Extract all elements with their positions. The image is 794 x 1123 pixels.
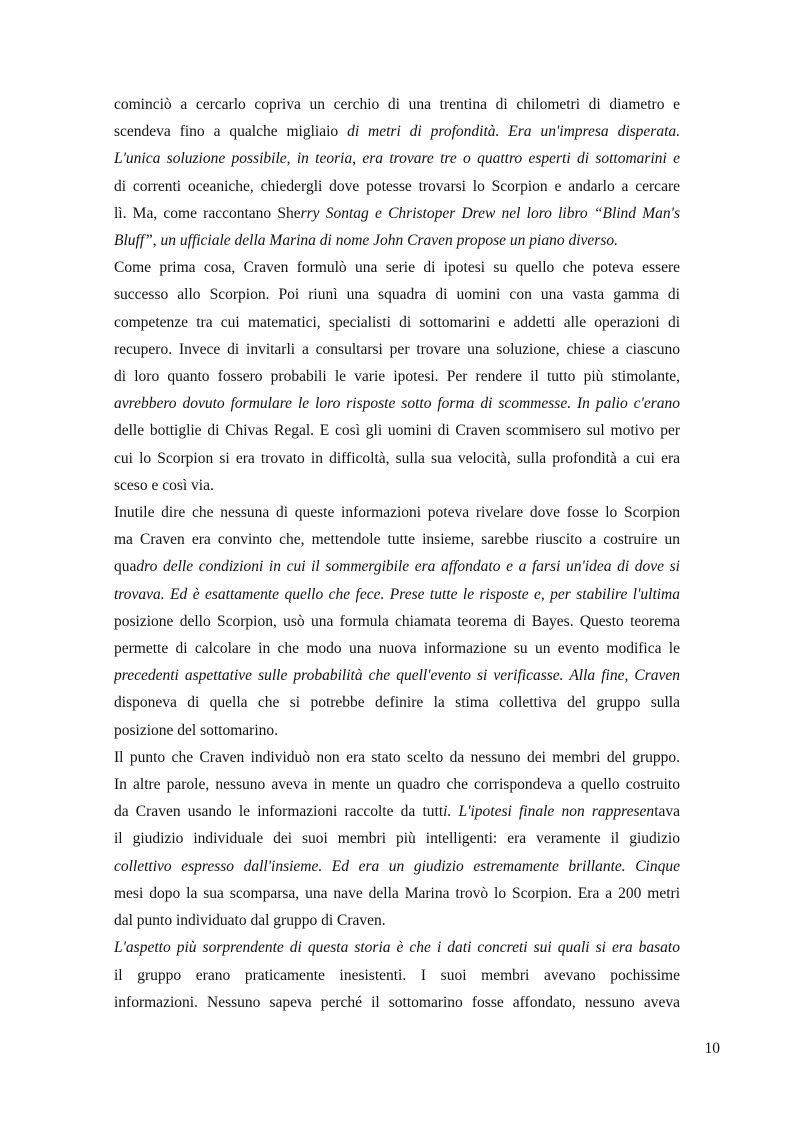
text-segment: qua	[114, 558, 137, 576]
paragraph	[114, 499, 680, 744]
text-segment: delle bottiglie di Chivas Regal. E così gli uomini di Craven scommisero sul motivo per	[114, 422, 680, 440]
text-line	[114, 744, 680, 771]
text-segment: recupero. Invece di invitarli a consultarsi per trovare una soluzione, chiese a ciascuno	[114, 340, 680, 358]
text-segment: cominciò a cercarlo copriva un cerchio di una trentina di chilometri di diametro e	[114, 96, 680, 113]
text-segment: Come prima cosa, Craven formulò una serie di ipotesi su quello che poteva essere	[114, 259, 680, 277]
text-line	[114, 417, 680, 444]
text-line	[114, 853, 680, 880]
text-line	[114, 363, 680, 390]
italic-text: i. L'ipotesi finale non rappresen	[443, 803, 655, 821]
text-line	[114, 200, 680, 227]
text-segment: sceso e così via.	[114, 476, 214, 494]
text-line	[114, 771, 680, 798]
text-segment: disponeva di quella che si potrebbe definire la stima collettiva del gruppo sulla	[114, 694, 680, 712]
italic-text: collettivo espresso dall'insieme. Ed era un giudizio estremamente brillante. Cinque	[114, 857, 680, 875]
text-segment: ma Craven era convinto che, mettendole tutte insieme, sarebbe riuscito a costruire un	[114, 531, 680, 549]
text-line	[114, 717, 680, 744]
text-segment: posizione del sottomarino.	[114, 721, 279, 739]
text-line	[114, 553, 680, 580]
body-text	[114, 91, 680, 1016]
italic-text: precedenti aspettative sulle probabilità che quell'evento si verificasse. Alla fine, Craven	[114, 667, 680, 685]
text-line	[114, 934, 680, 961]
text-segment: informazioni. Nessuno sapeva perché il sottomarino fosse affondato, nessuno aveva	[114, 993, 680, 1011]
italic-text: dro delle condizioni in cui il sommergibile era affondato e a farsi un'idea di dove si	[136, 558, 680, 576]
italic-text: trovava. Ed è esattamente quello che fece. Prese tutte le risposte e, per stabilire l'ultima	[114, 585, 680, 603]
page-number: 10	[704, 1040, 720, 1057]
text-segment: il giudizio individuale dei suoi membri più intelligenti: era veramente il giudizio	[114, 830, 680, 848]
text-segment: permette di calcolare in che modo una nuova informazione su un evento modifica le	[114, 640, 680, 658]
text-line	[114, 499, 680, 526]
paragraph	[114, 934, 680, 1016]
text-segment: di loro quanto fossero probabili le varie ipotesi. Per rendere il tutto più stimolante,	[114, 368, 680, 386]
text-line	[114, 390, 680, 417]
text-segment: mesi dopo la sua scomparsa, una nave della Marina trovò lo Scorpion. Era a 200 metri	[114, 884, 680, 902]
text-line	[114, 336, 680, 363]
text-line	[114, 581, 680, 608]
text-line	[114, 907, 680, 934]
text-segment: da Craven usando le informazioni raccolte da tutt	[114, 803, 444, 821]
italic-text: Bluff”, un ufficiale della Marina di nome John Craven propose un piano diverso.	[114, 232, 618, 250]
text-segment: di correnti oceaniche, chiedergli dove potesse trovarsi lo Scorpion e andarlo a cercare	[114, 177, 680, 195]
text-segment: Il punto che Craven individuò non era stato scelto da nessuno dei membri del gruppo.	[114, 748, 680, 766]
text-segment: Inutile dire che nessuna di queste informazioni poteva rivelare dove fosse lo Scorpion	[114, 504, 680, 522]
text-line	[114, 145, 680, 172]
text-line	[114, 608, 680, 635]
paragraph	[114, 744, 680, 934]
italic-text: L'aspetto più sorprendente di questa storia è che i dati concreti sui quali si era basato	[114, 939, 680, 957]
text-line	[114, 798, 680, 825]
text-segment: competenze tra cui matematici, specialisti di sottomarini e addetti alle operazioni di	[114, 313, 680, 331]
text-line	[114, 227, 680, 254]
text-segment: posizione dello Scorpion, usò una formula chiamata teorema di Bayes. Questo teorema	[114, 612, 680, 630]
text-line	[114, 91, 680, 118]
text-line	[114, 989, 680, 1016]
text-line	[114, 880, 680, 907]
text-line	[114, 254, 680, 281]
text-line	[114, 309, 680, 336]
text-segment: successo allo Scorpion. Poi riunì una squadra di uomini con una vasta gamma di	[114, 286, 680, 304]
italic-text: rry Sontag e Christoper Drew nel loro libro “Blind Man's	[300, 204, 680, 222]
italic-text: di metri di profondità. Era un'impresa disperata.	[347, 123, 680, 141]
text-line	[114, 662, 680, 689]
text-line	[114, 635, 680, 662]
paragraph	[114, 254, 680, 499]
text-segment: dal punto individuato dal gruppo di Craven.	[114, 912, 386, 930]
paragraph	[114, 91, 680, 254]
text-line	[114, 118, 680, 145]
text-line	[114, 173, 680, 200]
text-segment: tava	[654, 803, 680, 821]
text-line	[114, 962, 680, 989]
text-segment: cui lo Scorpion si era trovato in difficoltà, sulla sua velocità, sulla profondità a cui era	[114, 449, 680, 467]
text-line	[114, 526, 680, 553]
text-line	[114, 825, 680, 852]
text-line	[114, 689, 680, 716]
italic-text: L'unica soluzione possibile, in teoria, era trovare tre o quattro esperti di sottomarini e	[114, 150, 680, 168]
text-segment: In altre parole, nessuno aveva in mente un quadro che corrispondeva a quello costruito	[114, 776, 680, 794]
text-segment: il gruppo erano praticamente inesistenti. I suoi membri avevano pochissime	[114, 966, 680, 984]
text-line	[114, 445, 680, 472]
italic-text: avrebbero dovuto formulare le loro risposte sotto forma di scommesse. In palio c'erano	[114, 395, 680, 413]
text-segment: lì. Ma, come raccontano She	[114, 204, 301, 222]
text-line	[114, 472, 680, 499]
text-segment: scendeva fino a qualche migliaio	[114, 123, 348, 141]
text-line	[114, 281, 680, 308]
